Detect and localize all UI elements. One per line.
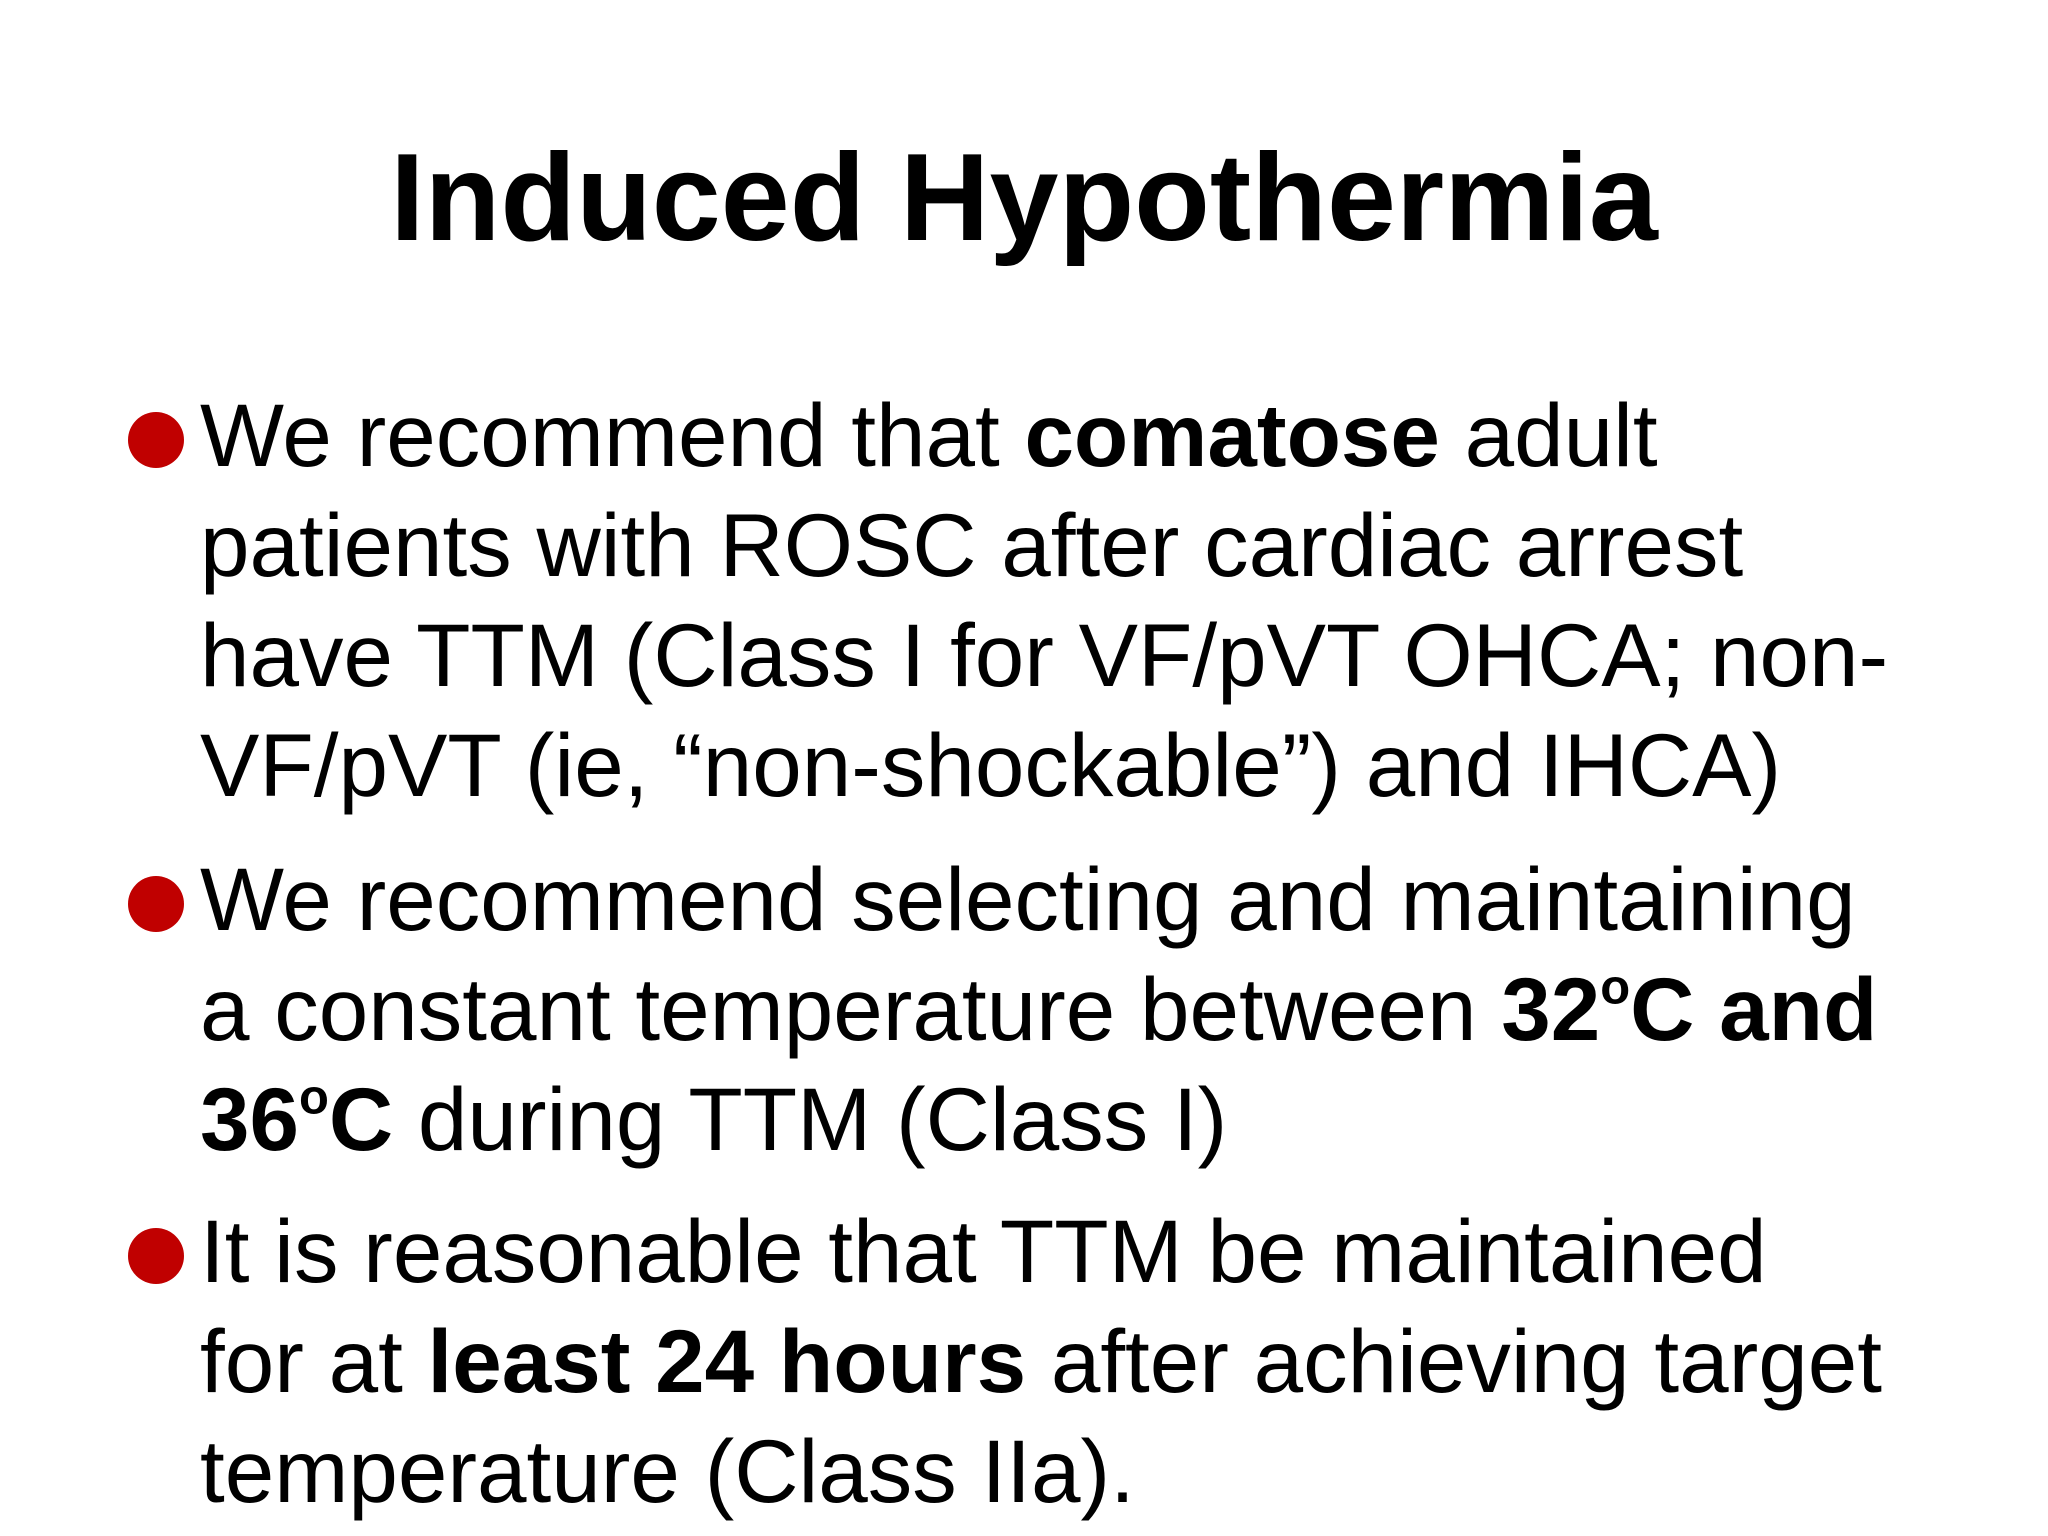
text-run: during TTM (Class I) (393, 1069, 1228, 1169)
degree-symbol: o (1600, 960, 1631, 1015)
bullet-dot-icon (128, 1228, 184, 1284)
bullet-line (200, 380, 1960, 490)
text-run: for at (200, 1311, 428, 1411)
text-run: It is reasonable that TTM be maintained (200, 1201, 1767, 1301)
slide-title: Induced Hypothermia (390, 129, 1658, 267)
bold-text-run: comatose (1024, 385, 1440, 485)
text-run: We recommend selecting and maintaining (200, 849, 1856, 949)
text-run: temperature (Class IIa). (200, 1421, 1135, 1521)
bullet-line (200, 600, 1960, 710)
bullet-line (200, 844, 1960, 954)
text-run: adult (1439, 385, 1658, 485)
bullet-item (200, 380, 1960, 820)
text-run: patients with ROSC after cardiac arrest (200, 495, 1744, 595)
text-run: C and (1630, 959, 1878, 1059)
text-run: a constant temperature between (200, 959, 1502, 1059)
bold-text-run: least 24 hours (427, 1311, 1027, 1411)
bullet-dot-icon (128, 876, 184, 932)
bold-text-run (1501, 959, 1877, 1059)
bullet-line (200, 490, 1960, 600)
bullet-item (200, 1196, 1960, 1526)
degree-symbol: o (299, 1070, 329, 1125)
text-run: We recommend that (200, 385, 1025, 485)
bullet-dot-icon (128, 412, 184, 468)
bullet-line (200, 1064, 1960, 1174)
text-run: C (328, 1069, 394, 1169)
bullet-line (200, 1196, 1960, 1306)
text-run: have TTM (Class I for VF/pVT OHCA; non- (200, 605, 1889, 705)
text-run: after achieving target (1026, 1311, 1882, 1411)
text-run: VF/pVT (ie, “non-shockable”) and IHCA) (200, 715, 1782, 815)
bold-text-run (200, 1069, 393, 1169)
temperature-value: 32 (1501, 959, 1601, 1059)
bullet-line (200, 954, 1960, 1064)
bullet-line (200, 1306, 1960, 1416)
temperature-value: 36 (200, 1069, 299, 1169)
bullet-line (200, 710, 1960, 820)
bullet-item (200, 844, 1960, 1174)
bullet-line (200, 1416, 1960, 1526)
